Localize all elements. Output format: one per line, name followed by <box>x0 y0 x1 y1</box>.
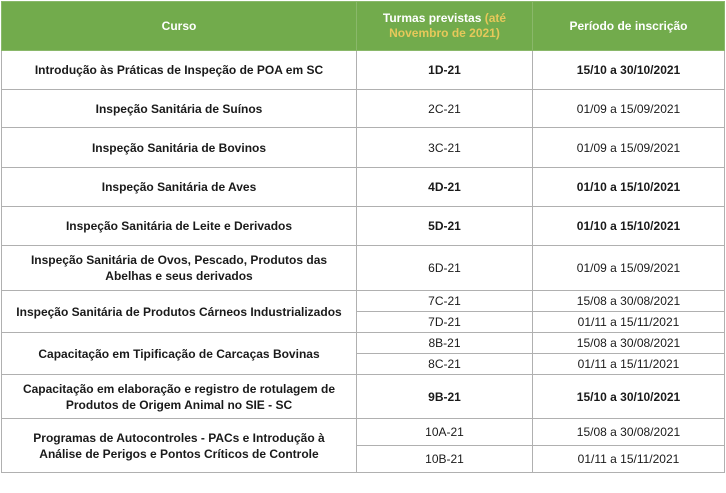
course-class: 2C-21 <box>357 90 533 128</box>
header-row <box>2 2 725 51</box>
table-row <box>2 419 725 446</box>
course-period: 15/10 a 30/10/2021 <box>533 375 725 419</box>
course-period: 15/08 a 30/08/2021 <box>533 291 725 312</box>
course-period: 01/10 a 15/10/2021 <box>533 168 725 207</box>
course-class: 10B-21 <box>357 446 533 473</box>
course-name <box>2 375 357 419</box>
course-period: 01/11 a 15/11/2021 <box>533 446 725 473</box>
header-curso: Curso <box>2 2 357 51</box>
course-class: 6D-21 <box>357 246 533 291</box>
table-row <box>2 333 725 354</box>
table-row <box>2 246 725 291</box>
course-period: 01/10 a 15/10/2021 <box>533 207 725 246</box>
course-class: 3C-21 <box>357 128 533 168</box>
course-name-line: Inspeção Sanitária de Ovos, Pescado, Produtos das <box>30 253 328 267</box>
course-name: Inspeção Sanitária de Produtos Cárneos Industrializados <box>2 291 357 333</box>
course-name-line: Programas de Autocontroles - PACs e Introdução à <box>33 430 325 445</box>
course-class: 7C-21 <box>357 291 533 312</box>
course-class: 7D-21 <box>357 312 533 333</box>
course-name-line: Produtos de Origem Animal no SIE - SC <box>65 397 293 412</box>
course-name <box>2 419 357 473</box>
course-period: 15/10 a 30/10/2021 <box>533 51 725 90</box>
course-class: 9B-21 <box>357 375 533 419</box>
table-row <box>2 375 725 419</box>
table-row <box>2 51 725 90</box>
header-turmas <box>357 2 533 51</box>
course-class: 5D-21 <box>357 207 533 246</box>
course-period: 15/08 a 30/08/2021 <box>533 333 725 354</box>
course-name: Introdução às Práticas de Inspeção de POA em SC <box>2 51 357 90</box>
header-turmas-note-a: (até <box>484 11 507 25</box>
course-name: Inspeção Sanitária de Aves <box>2 168 357 207</box>
course-name: Capacitação em Tipificação de Carcaças Bovinas <box>2 333 357 375</box>
table-row <box>2 90 725 128</box>
course-period: 01/11 a 15/11/2021 <box>533 312 725 333</box>
course-period: 01/11 a 15/11/2021 <box>533 354 725 375</box>
course-period: 01/09 a 15/09/2021 <box>533 246 725 291</box>
course-name: Inspeção Sanitária de Suínos <box>2 90 357 128</box>
course-name-line: Análise de Perigos e Pontos Críticos de Controle <box>39 446 319 461</box>
course-name: Inspeção Sanitária de Bovinos <box>2 128 357 168</box>
course-name: Inspeção Sanitária de Leite e Derivados <box>2 207 357 246</box>
header-turmas-label: Turmas previstas <box>382 11 482 25</box>
course-name-line: Abelhas e seus derivados <box>105 269 253 283</box>
table-row <box>2 168 725 207</box>
course-class: 1D-21 <box>357 51 533 90</box>
course-class: 8B-21 <box>357 333 533 354</box>
course-period: 01/09 a 15/09/2021 <box>533 90 725 128</box>
courses-table <box>1 1 725 473</box>
table-row <box>2 128 725 168</box>
course-period: 15/08 a 30/08/2021 <box>533 419 725 446</box>
course-name-line: Capacitação em elaboração e registro de rotulagem de <box>22 381 336 396</box>
header-turmas-note-b: Novembro de 2021) <box>389 26 500 40</box>
course-class: 8C-21 <box>357 354 533 375</box>
course-period: 01/09 a 15/09/2021 <box>533 128 725 168</box>
course-class: 10A-21 <box>357 419 533 446</box>
course-name <box>2 246 357 291</box>
table-row <box>2 207 725 246</box>
table-row <box>2 291 725 312</box>
header-periodo: Período de inscrição <box>533 2 725 51</box>
course-class: 4D-21 <box>357 168 533 207</box>
